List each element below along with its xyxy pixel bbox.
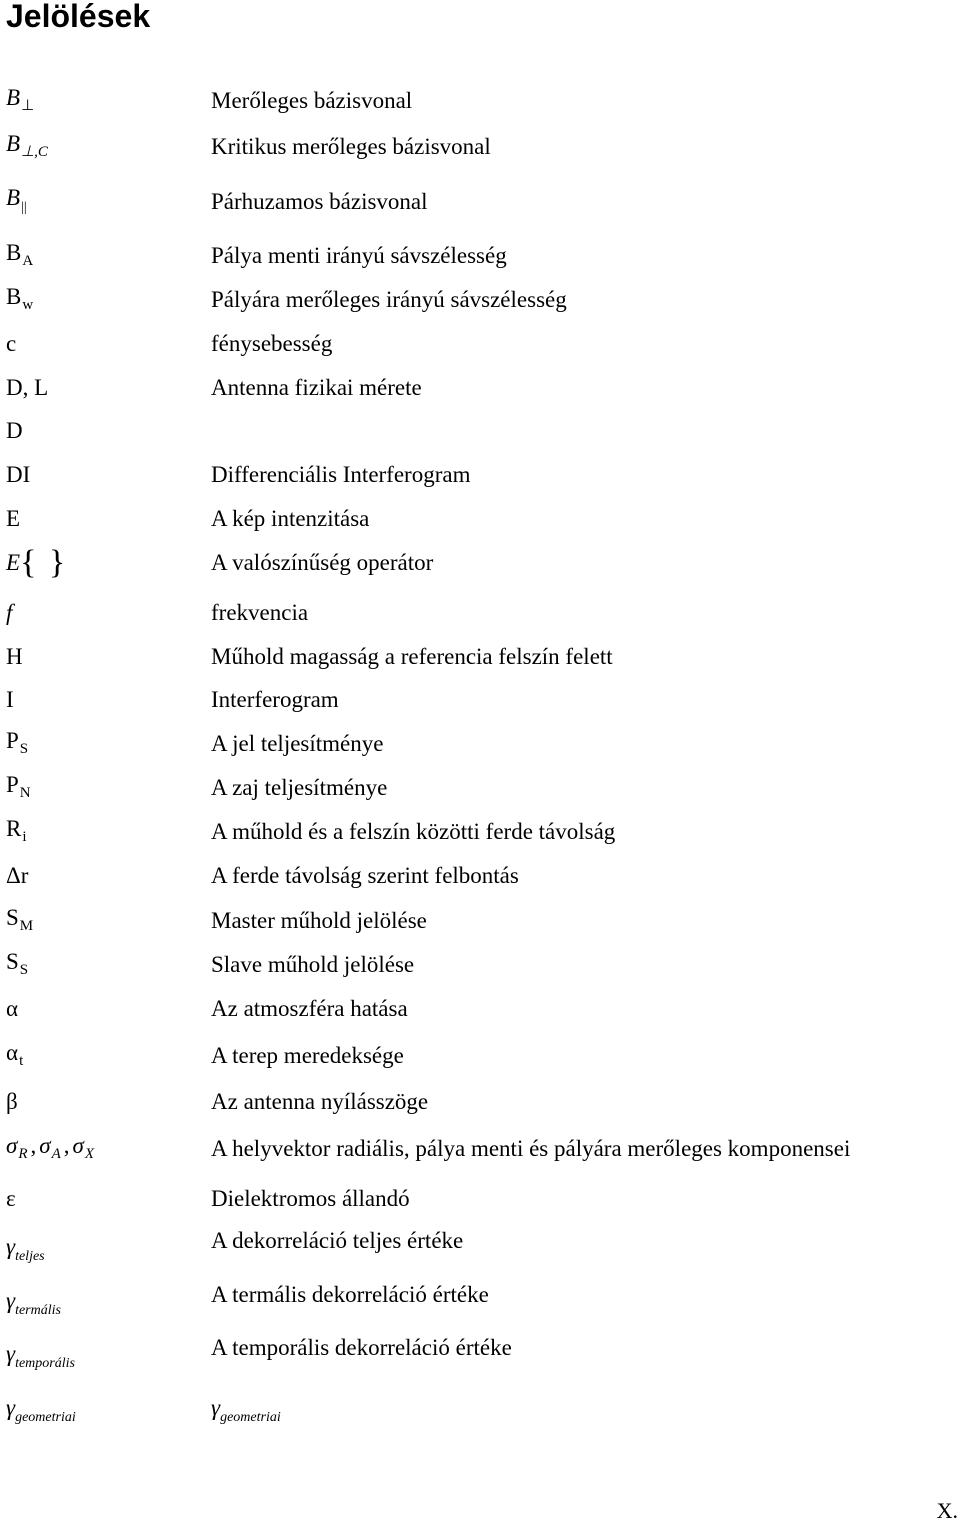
- list-item: [0, 1282, 960, 1320]
- description: A ferde távolság szerint felbontás: [211, 863, 519, 888]
- symbol: $R_i$: [6, 816, 27, 845]
- symbol: $P_N$: [6, 772, 31, 801]
- symbol: $\gamma_{termális}$: [6, 1288, 61, 1318]
- description: Master műhold jelölése: [211, 908, 427, 933]
- symbol: $\gamma_{teljes}$: [6, 1234, 45, 1264]
- symbol: $\sigma_R$ , $\sigma_A$ , $\sigma_X$: [6, 1133, 95, 1162]
- list-item: [0, 416, 960, 446]
- symbol: $B_A$: [6, 240, 34, 269]
- symbol: D: [6, 418, 23, 443]
- symbol: $\gamma_{temporális}$: [6, 1341, 75, 1371]
- page-title: Jelölések: [6, 0, 151, 34]
- description: A termális dekorreláció értéke: [211, 1282, 489, 1307]
- symbol: I: [6, 687, 14, 712]
- description: Antenna fizikai mérete: [211, 375, 422, 400]
- list-item: [0, 1041, 960, 1071]
- list-item: [0, 504, 960, 534]
- symbol: DI: [6, 462, 31, 487]
- description: A kép intenzitása: [211, 506, 370, 531]
- page-number: X.: [936, 1498, 958, 1523]
- list-item: [0, 285, 960, 315]
- symbol: E{ }: [6, 544, 68, 581]
- symbol: E: [6, 506, 21, 531]
- symbol: $B_w$: [6, 284, 34, 313]
- description: frekvencia: [211, 600, 309, 625]
- list-item: [0, 1134, 960, 1164]
- description: A valószínűség operátor: [211, 550, 434, 575]
- list-item: [0, 642, 960, 672]
- symbol: $B_{||}$: [6, 185, 27, 215]
- description: Differenciális Interferogram: [211, 462, 471, 487]
- symbol: $\alpha_t$: [6, 1040, 24, 1069]
- description: $\gamma_{geometriai}$: [211, 1395, 281, 1425]
- list-item: [0, 1184, 960, 1214]
- list-item: [0, 950, 960, 980]
- description: Pályára merőleges irányú sávszélesség: [211, 287, 567, 312]
- symbol: Δr: [6, 863, 29, 888]
- description: A helyvektor radiális, pálya menti és pályára merőleges komponensei: [211, 1136, 851, 1161]
- description: A dekorreláció teljes értéke: [211, 1228, 464, 1253]
- list-item: [0, 994, 960, 1024]
- symbol: $P_S$: [6, 728, 29, 757]
- description: Merőleges bázisvonal: [211, 88, 413, 113]
- list-item: [0, 1397, 960, 1427]
- list-item: [0, 729, 960, 759]
- list-item: [0, 86, 960, 116]
- description: A műhold és a felszín közötti ferde távolság: [211, 819, 616, 844]
- list-item: [0, 241, 960, 271]
- symbol: $B_{\perp,C}$: [6, 131, 48, 160]
- list-item: [0, 373, 960, 403]
- list-item: [0, 861, 960, 891]
- symbol: β: [6, 1089, 18, 1114]
- symbol: H: [6, 644, 23, 669]
- description: A jel teljesítménye: [211, 731, 384, 756]
- list-item: [0, 598, 960, 628]
- symbol: $\gamma_{geometriai}$: [6, 1395, 76, 1425]
- symbol: α: [6, 996, 19, 1021]
- description: fénysebesség: [211, 331, 333, 356]
- description: Kritikus merőleges bázisvonal: [211, 134, 491, 159]
- description: Pálya menti irányú sávszélesség: [211, 243, 507, 268]
- list-item: [0, 1228, 960, 1266]
- description: A terep meredeksége: [211, 1043, 404, 1068]
- description: Slave műhold jelölése: [211, 952, 415, 977]
- description: Műhold magasság a referencia felszín felett: [211, 644, 613, 669]
- symbol: f: [6, 600, 13, 625]
- list-item: [0, 187, 960, 217]
- list-item: [0, 906, 960, 936]
- description: A zaj teljesítménye: [211, 775, 388, 800]
- list-item: [0, 817, 960, 847]
- list-item: [0, 773, 960, 803]
- description: Az atmoszféra hatása: [211, 996, 408, 1021]
- symbol: $B_\perp$: [6, 85, 35, 114]
- list-item: [0, 1087, 960, 1117]
- description: Az antenna nyílásszöge: [211, 1089, 429, 1114]
- description: Dielektromos állandó: [211, 1186, 410, 1211]
- description: Párhuzamos bázisvonal: [211, 189, 428, 214]
- list-item: [0, 460, 960, 490]
- list-item: [0, 544, 960, 581]
- symbol: D, L: [6, 375, 49, 400]
- description: Interferogram: [211, 687, 339, 712]
- symbol: $S_M$: [6, 905, 34, 934]
- description: A temporális dekorreláció értéke: [211, 1335, 512, 1360]
- list-item: [0, 685, 960, 715]
- symbol: c: [6, 331, 17, 356]
- list-item: [0, 132, 960, 162]
- list-item: [0, 1335, 960, 1373]
- symbol: $S_S$: [6, 949, 29, 978]
- list-item: [0, 329, 960, 359]
- symbol: ε: [6, 1186, 16, 1211]
